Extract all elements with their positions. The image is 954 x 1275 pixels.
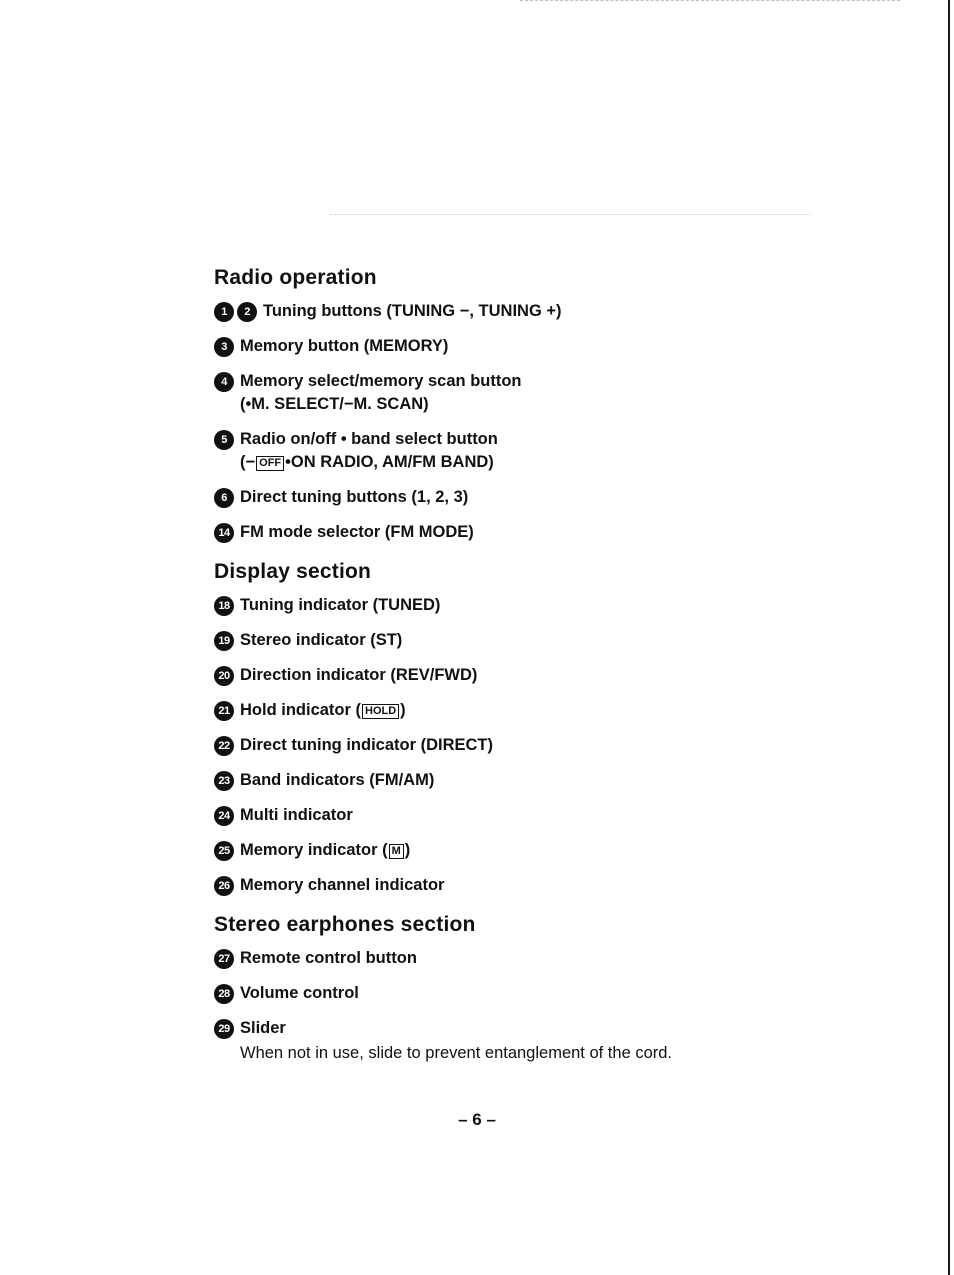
list-item	[214, 521, 774, 544]
item-label: Radio on/off • band select button	[240, 430, 498, 448]
page-edge-rule	[948, 0, 950, 1275]
section-title: Stereo earphones section	[214, 913, 476, 936]
manual-content	[214, 266, 774, 1077]
number-badge: 28	[214, 984, 234, 1004]
scan-edge-artifact	[520, 0, 900, 3]
number-badge: 24	[214, 806, 234, 826]
off-boxed-symbol: OFF	[256, 456, 284, 471]
number-badge: 4	[214, 372, 234, 392]
list-item	[214, 1017, 774, 1065]
item-label: Multi indicator	[240, 806, 353, 824]
item-label	[240, 839, 410, 862]
list-item	[214, 839, 774, 862]
item-sublabel	[240, 451, 498, 474]
section-display	[214, 560, 774, 897]
item-label: Slider	[240, 1019, 286, 1037]
item-label: Band indicators (FM/AM)	[240, 771, 435, 789]
item-label: Memory channel indicator	[240, 876, 445, 894]
list-item	[214, 335, 774, 358]
list-item	[214, 947, 774, 970]
number-badge: 18	[214, 596, 234, 616]
section-radio-operation	[214, 266, 774, 544]
number-badge: 6	[214, 488, 234, 508]
item-label: Direct tuning indicator (DIRECT)	[240, 736, 493, 754]
list-item	[214, 594, 774, 617]
page-number: – 6 –	[458, 1110, 496, 1129]
sublabel-suffix: •ON RADIO, AM/FM BAND)	[285, 453, 494, 471]
item-label: FM mode selector (FM MODE)	[240, 523, 474, 541]
item-label: Direct tuning buttons (1, 2, 3)	[240, 488, 469, 506]
number-badge: 19	[214, 631, 234, 651]
scan-noise-line	[330, 214, 810, 215]
number-badge: 27	[214, 949, 234, 969]
item-label: Memory button (MEMORY)	[240, 337, 449, 355]
list-item	[214, 370, 774, 416]
item-note: When not in use, slide to prevent entanglement of the cord.	[240, 1044, 673, 1062]
item-label: Remote control button	[240, 949, 417, 967]
list-item	[214, 804, 774, 827]
label-suffix: )	[400, 701, 406, 719]
number-badge: 20	[214, 666, 234, 686]
label-suffix: )	[404, 841, 411, 859]
list-item	[214, 664, 774, 687]
number-badge: 25	[214, 841, 234, 861]
item-label: Tuning indicator (TUNED)	[240, 596, 441, 614]
list-item	[214, 734, 774, 757]
list-item	[214, 769, 774, 792]
item-label: Memory select/memory scan button	[240, 372, 522, 390]
item-label: Direction indicator (REV/FWD)	[240, 666, 478, 684]
item-label	[240, 699, 406, 722]
item-number-badges	[214, 300, 257, 322]
list-item	[214, 300, 774, 323]
number-badge: 2	[237, 302, 257, 322]
item-sublabel: (•M. SELECT/−M. SCAN)	[240, 395, 429, 413]
number-badge: 21	[214, 701, 234, 721]
number-badge: 3	[214, 337, 234, 357]
item-label: Stereo indicator (ST)	[240, 631, 403, 649]
section-stereo-earphones	[214, 913, 774, 1065]
item-label: Tuning buttons (TUNING −, TUNING +)	[263, 302, 562, 320]
sublabel-prefix: (−	[240, 453, 256, 471]
number-badge: 14	[214, 523, 234, 543]
item-label: Volume control	[240, 984, 359, 1002]
memory-boxed-symbol: M	[389, 844, 404, 859]
list-item	[214, 486, 774, 509]
label-prefix: Hold indicator (	[240, 701, 361, 719]
list-item	[214, 982, 774, 1005]
hold-boxed-symbol: HOLD	[362, 704, 399, 719]
section-title: Radio operation	[214, 266, 377, 289]
list-item	[214, 874, 774, 897]
number-badge: 23	[214, 771, 234, 791]
number-badge: 26	[214, 876, 234, 896]
section-title: Display section	[214, 560, 372, 583]
label-prefix: Memory indicator (	[240, 841, 388, 859]
list-item	[214, 699, 774, 722]
number-badge: 5	[214, 430, 234, 450]
number-badge: 22	[214, 736, 234, 756]
list-item	[214, 629, 774, 652]
number-badge: 1	[214, 302, 234, 322]
list-item	[214, 428, 774, 474]
number-badge: 29	[214, 1019, 234, 1039]
